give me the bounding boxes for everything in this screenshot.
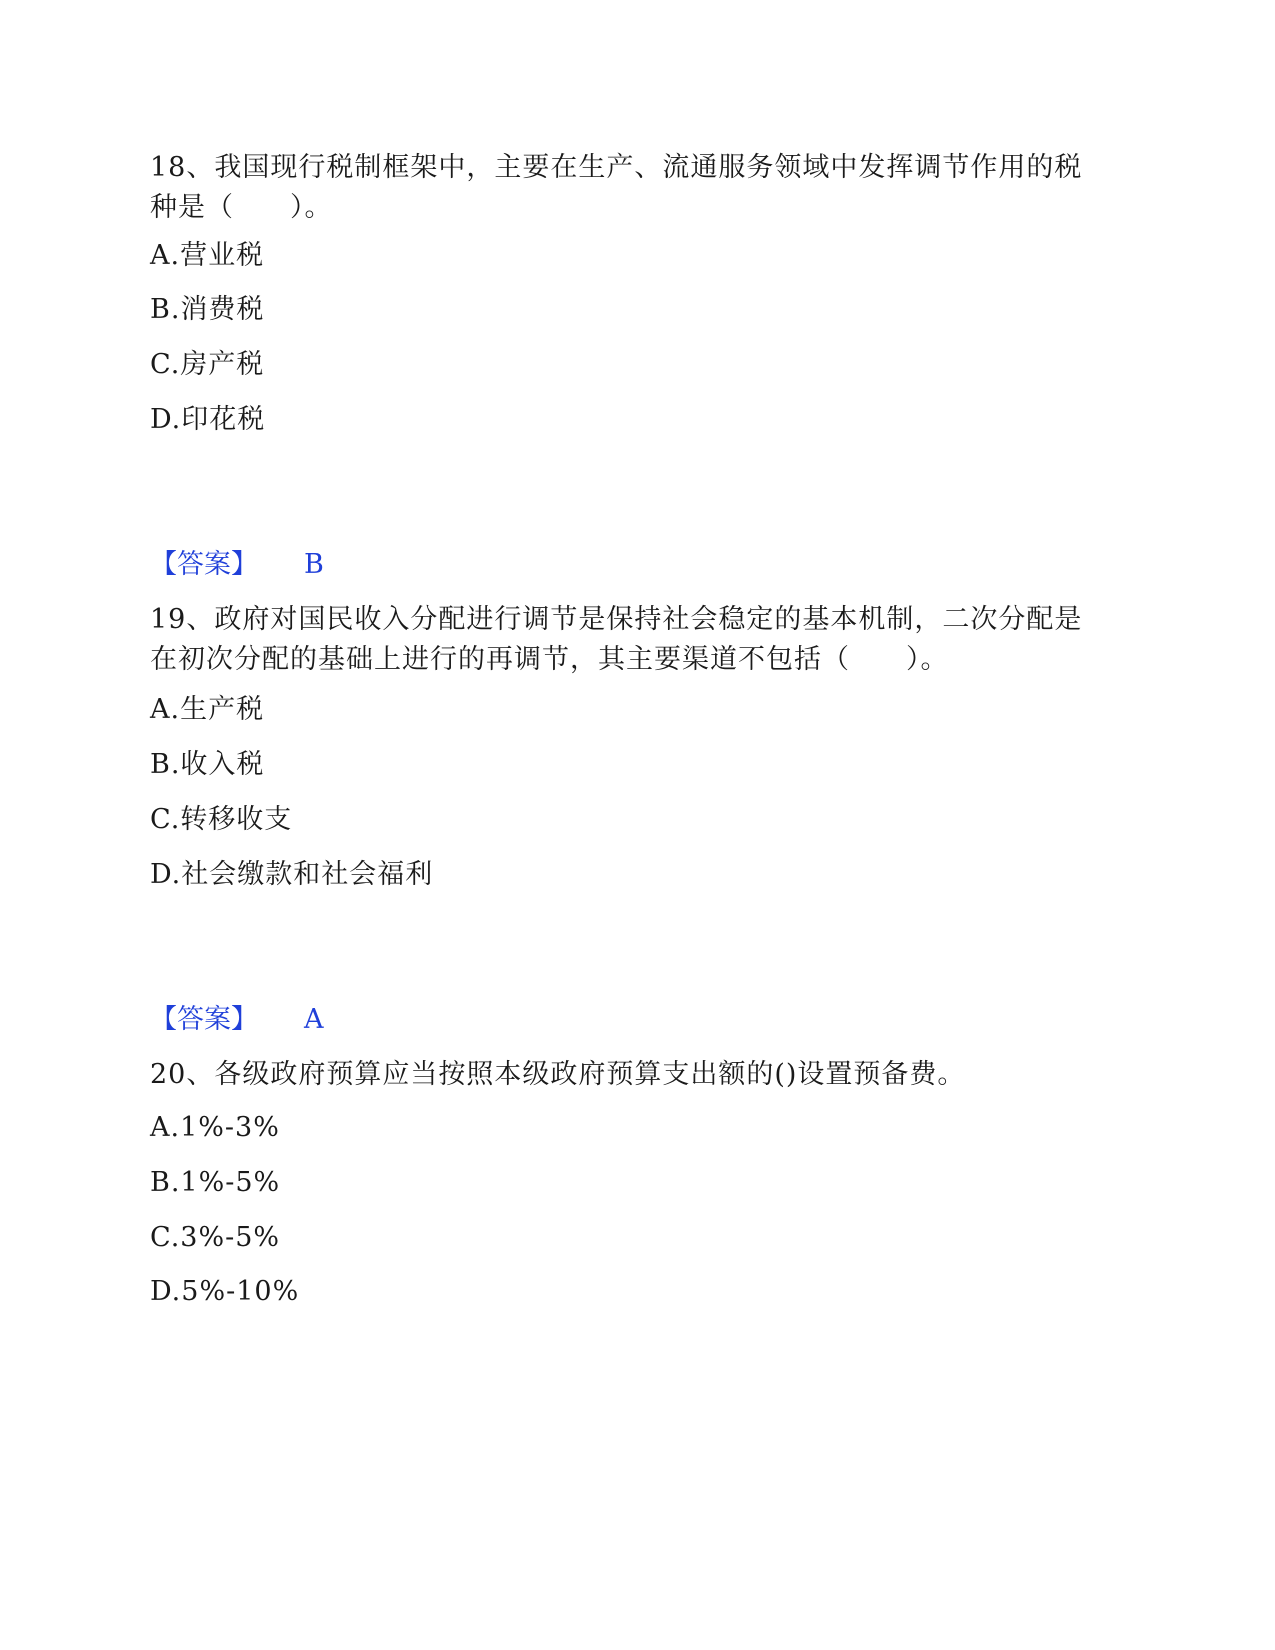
- question-18-option-d: D.印花税: [150, 404, 266, 435]
- answer-value: A: [304, 1004, 324, 1035]
- question-20-option-a: A.1%-3%: [150, 1112, 280, 1143]
- question-19-answer: [150, 1000, 324, 1040]
- question-19-option-d: D.社会缴款和社会福利: [150, 859, 434, 890]
- question-18-option-b: B.消费税: [150, 294, 265, 325]
- question-20-option-b: B.1%-5%: [150, 1167, 281, 1198]
- question-18-stem: 18、我国现行税制框架中，主要在生产、流通服务领域中发挥调节作用的税种是（ ）。: [150, 152, 1083, 223]
- question-20-stem: 20、各级政府预算应当按照本级政府预算支出额的()设置预备费。: [150, 1059, 966, 1090]
- question-19-option-c: C.转移收支: [150, 804, 293, 835]
- question-19-option-a: A.生产税: [150, 694, 265, 725]
- answer-label: 【答案】: [150, 549, 258, 580]
- question-18-option-c: C.房产税: [150, 349, 265, 380]
- question-18-answer: [150, 545, 324, 585]
- question-18-option-a: A.营业税: [150, 240, 265, 271]
- question-19-option-b: B.收入税: [150, 749, 265, 780]
- question-19-stem: 19、政府对国民收入分配进行调节是保持社会稳定的基本机制，二次分配是在初次分配的基础上进行的再调节，其主要渠道不包括（ ）。: [150, 604, 1083, 675]
- question-20-option-d: D.5%-10%: [150, 1276, 300, 1307]
- question-20-option-c: C.3%-5%: [150, 1222, 281, 1253]
- answer-value: B: [304, 549, 324, 580]
- answer-label: 【答案】: [150, 1004, 258, 1035]
